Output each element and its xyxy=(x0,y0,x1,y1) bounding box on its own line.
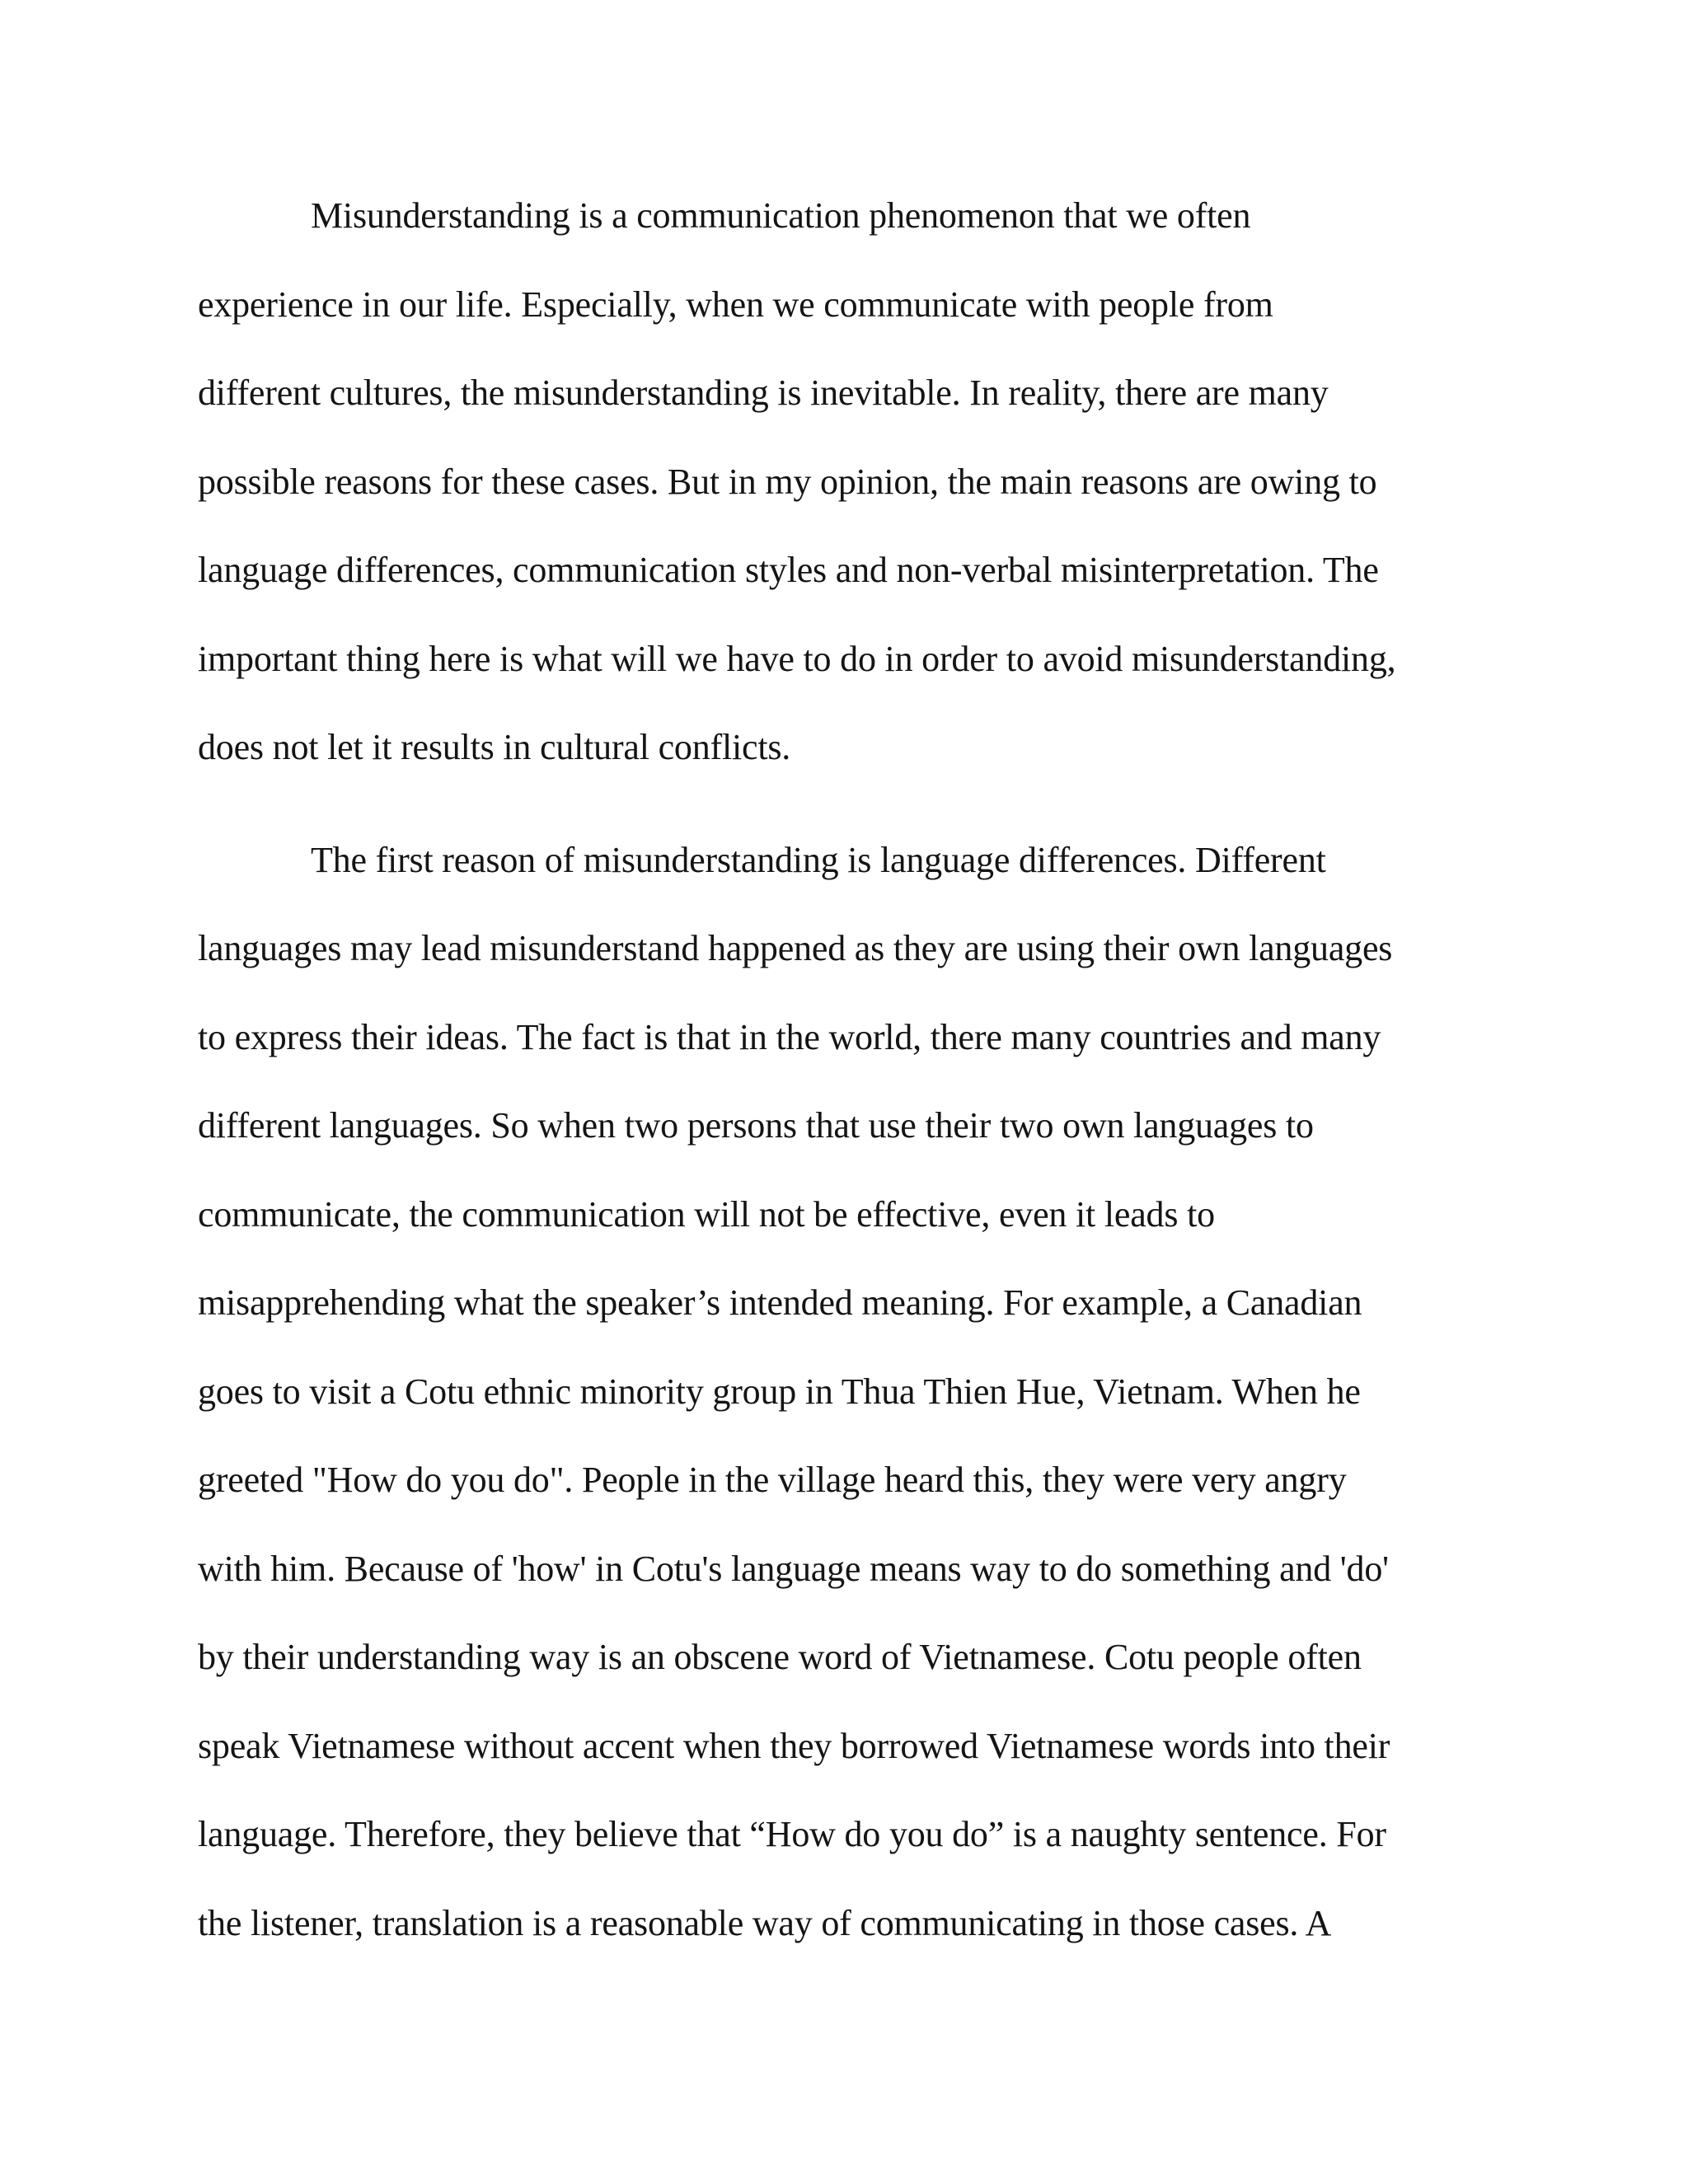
text-line: language differences, communication styles and non-verbal misinterpretation. The xyxy=(198,550,1379,590)
text-line: does not let it results in cultural conflicts. xyxy=(198,727,791,767)
text-line: language. Therefore, they believe that “How do you do” is a naughty sentence. For xyxy=(198,1814,1386,1854)
text-line: possible reasons for these cases. But in my opinion, the main reasons are owing to xyxy=(198,461,1377,502)
text-line: experience in our life. Especially, when we communicate with people from xyxy=(198,284,1273,325)
text-line: speak Vietnamese without accent when they borrowed Vietnamese words into their xyxy=(198,1725,1390,1766)
text-line: to express their ideas. The fact is that in the world, there many countries and many xyxy=(198,1016,1381,1057)
text-line: goes to visit a Cotu ethnic minority group in Thua Thien Hue, Vietnam. When he xyxy=(198,1371,1361,1412)
text-line: languages may lead misunderstand happened as they are using their own languages xyxy=(198,928,1393,968)
text-line: by their understanding way is an obscene word of Vietnamese. Cotu people often xyxy=(198,1637,1362,1677)
text-line: Misunderstanding is a communication phenomenon that we often xyxy=(311,195,1251,236)
document-body xyxy=(198,186,1484,1982)
text-line: the listener, translation is a reasonable way of communicating in those cases. A xyxy=(198,1902,1332,1943)
text-line: greeted "How do you do". People in the village heard this, they were very angry xyxy=(198,1460,1347,1500)
paragraph-language-differences xyxy=(198,831,1484,1983)
paragraph-introduction xyxy=(198,186,1484,807)
text-line: different languages. So when two persons that use their two own languages to xyxy=(198,1105,1314,1146)
text-line: communicate, the communication will not be effective, even it leads to xyxy=(198,1193,1215,1235)
text-line: important thing here is what will we have to do in order to avoid misunderstanding, xyxy=(198,638,1396,679)
text-line: misapprehending what the speaker’s intended meaning. For example, a Canadian xyxy=(198,1282,1362,1323)
text-line: The first reason of misunderstanding is language differences. Different xyxy=(311,839,1326,880)
text-line: with him. Because of 'how' in Cotu's language means way to do something and 'do' xyxy=(198,1548,1389,1589)
text-line: different cultures, the misunderstanding is inevitable. In reality, there are many xyxy=(198,373,1329,413)
